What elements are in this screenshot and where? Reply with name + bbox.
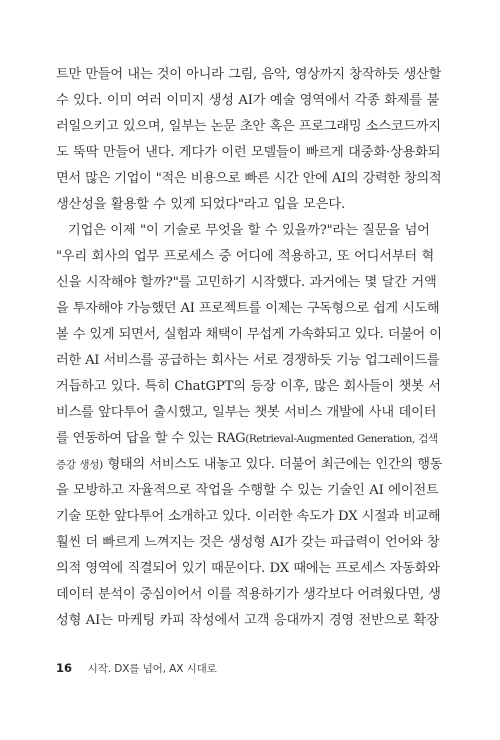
text-line: 도 뚝딱 만들어 낸다. 게다가 이런 모델들이 빠르게 대중화·상용화되 — [56, 145, 441, 160]
text-line: 면서 많은 기업이 "적은 비용으로 빠른 시간 안에 AI의 강력한 창의적 — [56, 171, 442, 186]
text-line: 러한 AI 서비스를 공급하는 회사는 서로 경쟁하듯 기능 업그레이드를 — [56, 353, 440, 368]
text-line-with-gloss — [56, 456, 442, 474]
text-segment: 를 연동하여 답을 할 수 있는 RAG — [56, 431, 246, 446]
text-segment: 형태의 서비스도 내놓고 있다. 더불어 최근에는 인간의 행동 — [103, 457, 443, 472]
rag-gloss: (Retrieval-Augmented Generation, 검색 — [245, 433, 438, 445]
running-title: 시작. DX를 넘어, AX 시대로 — [87, 663, 217, 675]
text-line: 을 투자해야 가능했던 AI 프로젝트를 이제는 구독형으로 쉽게 시도해 — [56, 301, 440, 316]
text-line: 을 모방하고 자율적으로 작업을 수행할 수 있는 기술인 AI 에이전트 — [56, 483, 439, 498]
paragraph-first-line: 기업은 이제 "이 기술로 무엇을 할 수 있을까?"라는 질문을 넘어 — [68, 223, 430, 238]
text-line: 데이터 분석이 중심이어서 이를 적용하기가 생각보다 어려웠다면, 생 — [56, 587, 441, 602]
text-line: 생산성을 활용할 수 있게 되었다"라고 입을 모은다. — [56, 197, 345, 212]
text-line: 수 있다. 이미 여러 이미지 생성 AI가 예술 영역에서 각종 화제를 불 — [56, 93, 440, 108]
text-line: 의적 영역에 직결되어 있기 때문이다. DX 때에는 프로세스 자동화와 — [56, 561, 440, 576]
text-line: 거듭하고 있다. 특히 ChatGPT의 등장 이후, 많은 회사들이 챗봇 서 — [56, 379, 441, 394]
text-line: 러일으키고 있으며, 일부는 논문 초안 혹은 프로그래밍 소스코드까지 — [56, 119, 441, 134]
text-line: 훨씬 더 빠르게 느껴지는 것은 생성형 AI가 갖는 파급력이 언어와 창 — [56, 535, 440, 550]
text-line: 기술 또한 앞다투어 소개하고 있다. 이러한 속도가 DX 시절과 비교해 — [56, 509, 441, 524]
text-line: 신을 시작해야 할까?"를 고민하기 시작했다. 과거에는 몇 달간 거액 — [56, 275, 437, 290]
text-line: 비스를 앞다투어 출시했고, 일부는 챗봇 서비스 개발에 사내 데이터 — [56, 405, 437, 420]
page-number: 16 — [56, 661, 73, 675]
text-line-with-gloss — [56, 430, 442, 448]
text-line: 트만 만들어 내는 것이 아니라 그림, 음악, 영상까지 창작하듯 생산할 — [56, 67, 442, 82]
text-line: "우리 회사의 업무 프로세스 중 어디에 적용하고, 또 어디서부터 혁 — [56, 249, 435, 264]
text-line: 볼 수 있게 되면서, 실험과 채택이 무섭게 가속화되고 있다. 더불어 이 — [56, 327, 442, 342]
rag-gloss-continued: 증강 생성) — [56, 459, 104, 471]
page-footer — [56, 660, 442, 676]
text-line: 성형 AI는 마케팅 카피 작성에서 고객 응대까지 경영 전반으로 확장 — [56, 613, 439, 628]
